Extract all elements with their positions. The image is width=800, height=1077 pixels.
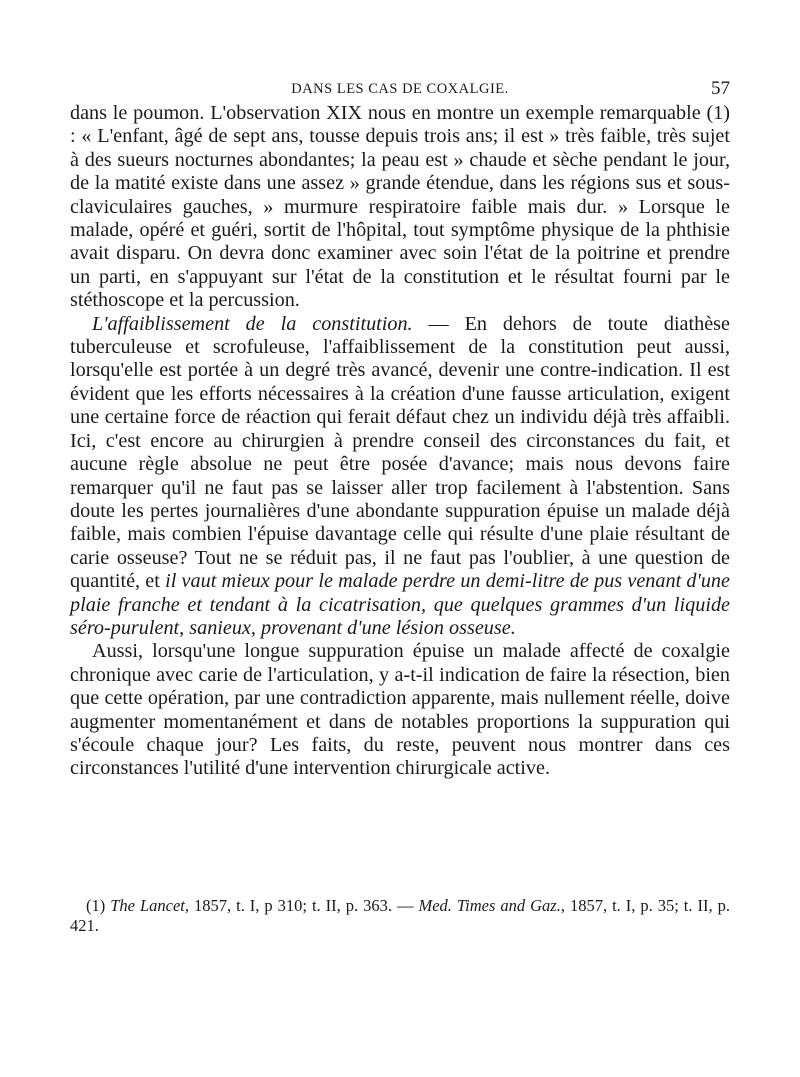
paragraph-text: — En dehors de toute diathèse tuberculeuse et scrofuleuse, l'affaiblissement de la constitution peut aussi, lorsqu'elle est portée à un degré très avancé, devenir une contre-indication. Il est évident que les efforts nécessaires à la création d'une fausse articulation, exigent une certaine force de réaction qui ferait défaut chez un individu déjà très affaibli. Ici, c'est encore au chirurgien à prendre conseil des circonstances du fait, et aucune règle absolue ne peut être posée d'avance; mais nous devons faire remarquer qu'il ne faut pas se laisser aller trop facilement à l'abstention. Sans doute les pertes journalières d'une abondante suppuration épuise un malade déjà faible, mais combien l'épuise davantage celle qui résulte d'une plaie résultant de carie osseuse? Tout ne se réduit pas, il ne faut pas l'oublier, à une question de quantité, et xyxy=(70,312,730,593)
page-number: 57 xyxy=(711,78,730,99)
footnote xyxy=(70,896,730,936)
page-header xyxy=(70,78,730,102)
running-title: DANS LES CAS DE COXALGIE. xyxy=(291,81,509,97)
body-text xyxy=(70,102,730,781)
footnote-text: , 1857, t. I, p. 35; t. II, p. 421. xyxy=(70,896,730,935)
footnote-marker: (1) xyxy=(86,896,111,915)
footnote-text: , 1857, t. I, p 310; t. II, p. 363. — xyxy=(184,896,419,915)
footnote-source-lancet: The Lancet xyxy=(110,896,185,915)
footnote-source-medtimes: Med. Times and Gaz. xyxy=(418,896,561,915)
paragraph-resection: Aussi, lorsqu'une longue suppuration épuise un malade affecté de coxalgie chronique avec carie de l'articulation, y a-t-il indication de faire la résection, bien que cette opération, par une contradiction apparente, mais nullement réelle, doive augmenter momentanément et dans de notables proportions la suppuration qui s'écoule chaque jour? Les faits, du reste, peuvent nous montrer dans ces circonstances l'utilité d'une intervention chirurgicale active. xyxy=(70,640,730,780)
section-heading: L'affaiblissement de la constitution. xyxy=(92,312,413,335)
paragraph-affaiblissement xyxy=(70,313,730,641)
italic-passage: il vaut mieux pour le malade perdre un demi-litre de pus venant d'une plaie franche et tendant à la cicatrisation, que quelques grammes d'un liquide séro-purulent, sanieux, provenant d'une lésion osseuse. xyxy=(70,570,730,639)
paragraph-observation: dans le poumon. L'observation XIX nous en montre un exemple remarquable (1) : « L'enfant, âgé de sept ans, tousse depuis trois ans; il est » très faible, très sujet à des sueurs nocturnes abondantes; la peau est » chaude et sèche pendant le jour, de la matité existe dans une assez » grande étendue, dans les régions sus et sous-claviculaires gauches, » murmure respiratoire faible mais dur. » Lorsque le malade, opéré et guéri, sortit de l'hôpital, tout symptôme physique de la phthisie avait disparu. On devra donc examiner avec soin l'état de la poitrine et prendre un parti, en s'appuyant sur l'état de la constitution et le résultat fourni par le stéthoscope et la percussion. xyxy=(70,102,730,312)
